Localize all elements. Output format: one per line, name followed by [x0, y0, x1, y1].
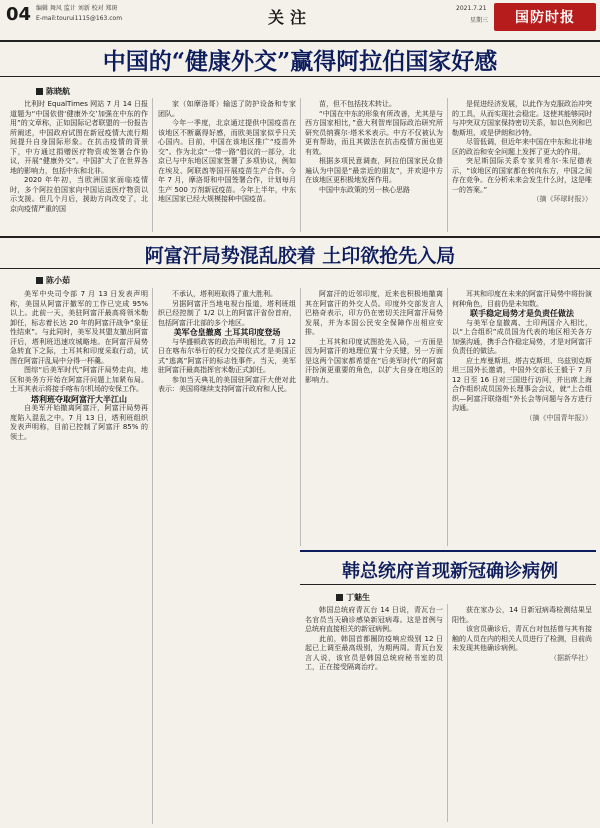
paragraph: 今年一季度，北京通过提供中国疫苗在该地区不断赢得好感，而欧美国家似乎只关心国内。目前，中国在该地区推广“疫苗外交”。作为北京“一带一路”倡议的一部分，北京已与中东地区国家签署了多项协议，例如在埃及、阿联酋等国开展疫苗生产合作。今年 7 月，摩洛哥和中国签署合作，计划每月生产 500 万剂新冠疫苗。今年上半年，中东地区国家已经大规模接种中国疫苗。 — [158, 119, 296, 203]
column-divider — [300, 98, 301, 232]
section-title: 关注 — [268, 8, 313, 27]
paragraph: 图综“后美军时代”阿富汗局势走向，地区和美务方开始在阿富汗问题上加紧布局。土耳其表示将接手喀布尔机场的安保工作。 — [10, 366, 148, 393]
issue-weekday: 星期三 — [470, 17, 489, 24]
column-divider — [300, 288, 301, 546]
paragraph: “中国在中东的形象有所改善，尤其是与西方国家相比，”意大利智库国际政治研究所研究员纳赛尔·塔米米表示。中方不仅被认为更有帮助，而且其做法在抗击疫情方面也更有效。 — [305, 109, 443, 156]
paragraph: 尽管低调，但近年来中国在中东和北非地区的政治和安全问题上发挥了更大的作用。 — [452, 138, 592, 156]
paragraph: 美军中央司令部 7 月 13 日发表声明称，美国从阿富汗撤军的工作已完成 95% 以上。此前一天，美驻阿富汗最高将领米勒卸任，标志着长达 20 年的阿富汗战争“象征性结束”。与此同时，美军及其盟友撤出阿富汗后，塔利班迅速攻城略地。在阿富汗局势急转直下之际，土耳其和印度采取行动，试图在阿富汗乱局中分得一杯羹。 — [10, 290, 148, 365]
paragraph: 与美军仓皇撤离、土印两国介入相比，以“上合组织”成员国为代表的地区相关各方加强沟通，携手合作稳定局势，才是对阿富汗负责任的做法。 — [452, 318, 592, 355]
column-divider — [152, 98, 153, 232]
author-name: 丁魅生 — [346, 593, 370, 602]
article2-column-2 — [158, 290, 296, 824]
article1-column-1 — [10, 100, 148, 230]
paragraph: 土耳其和印度试图抢先入局，一方面是因为阿富汗的地理位置十分关键，另一方面是这两个国家都希望在“后美军时代”的阿富汗扮演更重要的角色，以扩大自身在地区的影响力。 — [305, 337, 443, 384]
article1-column-2 — [158, 100, 296, 230]
paragraph: 家（如摩洛哥）输送了防护设备和专家团队。 — [158, 100, 296, 118]
author-name: 陈小茹 — [46, 276, 70, 285]
paragraph: 突尼斯国际关系专家贝希尔·朱尼德表示，“该地区的国家都在转向东方，中国之间存在竞争。在分析未来会发生什么时，这是唯一的答案。” — [452, 157, 592, 194]
paragraph: 不承认，塔利班取得了重大胜利。 — [172, 290, 277, 298]
byline-marker-icon — [36, 277, 43, 284]
article3-column-1 — [305, 606, 443, 822]
article2-subhead-1: 塔利班夺取阿富汗大半江山 — [31, 394, 127, 404]
paragraph: 与华盛顿政客的政治声明相比，7 月 12 日在喀布尔举行的权力交接仪式才是美国正式“逃离”阿富汗的标志性事件。当天，美军驻阿富汗最高指挥官米勒正式卸任。 — [158, 337, 296, 374]
article2-column-4 — [452, 290, 592, 546]
divider — [0, 268, 600, 269]
article2-headline: 阿富汗局势混乱胶着 土印欲抢先入局 — [144, 245, 456, 267]
paragraph: 另据阿富汗当地电视台报道，塔利班组织已经控制了 1/2 以上的阿富汗省份首府，包括阿富汗北部的多个地区。 — [158, 299, 296, 327]
divider — [0, 76, 600, 77]
contact-email: E-mail:tourui1115@163.com — [36, 15, 123, 22]
paragraph: 中国中东政策的另一核心思路 — [319, 185, 410, 194]
article3-headline: 韩总统府首现新冠确诊病例 — [342, 561, 558, 582]
paragraph: 自美军开始撤离阿富汗，阿富汗局势再度陷入混乱之中。7 月 13 日，塔利班组织发表声明称，目前已控制了阿富汗 85% 的领土。 — [10, 404, 148, 441]
paragraph: 应土库曼斯坦、塔吉克斯坦、乌兹别克斯坦三国外长邀请，中国外交部长王毅于 7 月 12 日至 16 日对三国进行访问，并出席上海合作组织成员国外长理事会会议，就“上合组织—阿富汗联络组”外长会等问题与各方进行沟通。 — [452, 356, 592, 412]
article1-column-3 — [305, 100, 443, 230]
paragraph: 耳其和印度在未来的阿富汗局势中将扮演何种角色，目前仍是未知数。 — [452, 290, 592, 308]
paragraph: 阿富汗的近邻印度，近来也积极地撤离其在阿富汗的外交人员。印度外交部发言人巴格奇表示，印方仍在密切关注阿富汗局势发展，并为本国公民安全保障作出相应安排。 — [305, 290, 443, 336]
divider — [0, 236, 600, 238]
paragraph: 是促进经济发展，以此作为克服政治冲突的工具，从而实现社会稳定。这使其能够同时与冲突双方国家保持密切关系，如以色列和巴勒斯坦、或是伊朗和沙特。 — [452, 100, 592, 137]
paragraph: 韩国总统府青瓦台 14 日说，青瓦台一名官员当天确诊感染新冠病毒。这是首例与总统府直接相关的新冠病例。 — [305, 606, 443, 633]
author-name: 陈晓航 — [46, 87, 70, 96]
article1-source: （摘《环球时报》） — [532, 195, 592, 203]
byline-marker-icon — [336, 594, 343, 601]
page-number: 04 — [6, 4, 32, 25]
issue-date: 2021.7.21 — [456, 5, 487, 12]
article1-headline: 中国的“健康外交”赢得阿拉伯国家好感 — [102, 48, 498, 75]
article3-byline — [336, 592, 370, 603]
article3-source: （据新华社） — [550, 653, 592, 662]
article3-column-2 — [452, 606, 592, 822]
article2-column-3 — [305, 290, 443, 546]
article2-subhead-3: 联手稳定局势才是负责任做法 — [470, 309, 574, 318]
paragraph: 根据多项民意调查，阿拉伯国家民众普遍认为中国是“最亲近的朋友”，并欢迎中方在该地区更积极地发挥作用。 — [305, 157, 443, 184]
article2-source: （摘《中国青年报》） — [525, 413, 592, 422]
article2-column-1 — [10, 290, 148, 824]
paragraph: 苗，但不包括技术转让。 — [319, 100, 396, 108]
column-divider — [447, 604, 448, 822]
article2-byline — [36, 275, 70, 286]
paragraph: 获在家办公，14 日新冠病毒检测结果呈阳性。 — [452, 606, 592, 624]
editor-credits: 编辑 舞风 监计 刘新 校对 郑斑 — [36, 5, 118, 12]
column-divider — [447, 98, 448, 232]
paragraph: 2020 年年初，当欧洲国家面临疫情时，多个阿拉伯国家向中国运送医疗物资以示支援。但几个月后，援助方向改变了，北京向疫情严重的国 — [10, 176, 148, 213]
divider — [300, 584, 596, 585]
article1-byline — [36, 86, 70, 97]
column-divider — [152, 288, 153, 824]
byline-marker-icon — [36, 88, 43, 95]
paragraph: 比利时 EqualTimes 网站 7 月 14 日报道题为“中国依借‘健康外交’加强在中东的作用”的文章称，正如国际记者联盟的一份报告所阐述，中国政府试图在新冠疫情大流行期间提升自身国际形象。在抗击疫情的背景下，中方通过捐赠医疗物资或签署合作协议，开展“健康外交”。中国扩大了在世界各地的影响力，包括中东和北非。 — [10, 100, 148, 175]
newspaper-logo: 国防时报 — [494, 3, 596, 31]
column-divider — [447, 288, 448, 546]
paragraph: 参加当天典礼的美国驻阿富汗大使对此表示：美国将继续支持阿富汗政府和人民。 — [158, 375, 296, 393]
article1-column-4 — [452, 100, 592, 230]
paragraph: 该官员确诊后，青瓦台对包括曾与其有接触的人员在内的相关人员进行了检测，目前尚未发现其他确诊病例。 — [452, 625, 592, 652]
paragraph: 此前，韩国首都圈防疫响应级别 12 日起已上调至最高级别，为期两周。青瓦台发言人说，该官员是韩国总统府秘书室的员工，正在接受隔离治疗。 — [305, 634, 443, 671]
article2-subhead-2: 美军仓皇撤离 土耳其印度登场 — [173, 328, 281, 337]
